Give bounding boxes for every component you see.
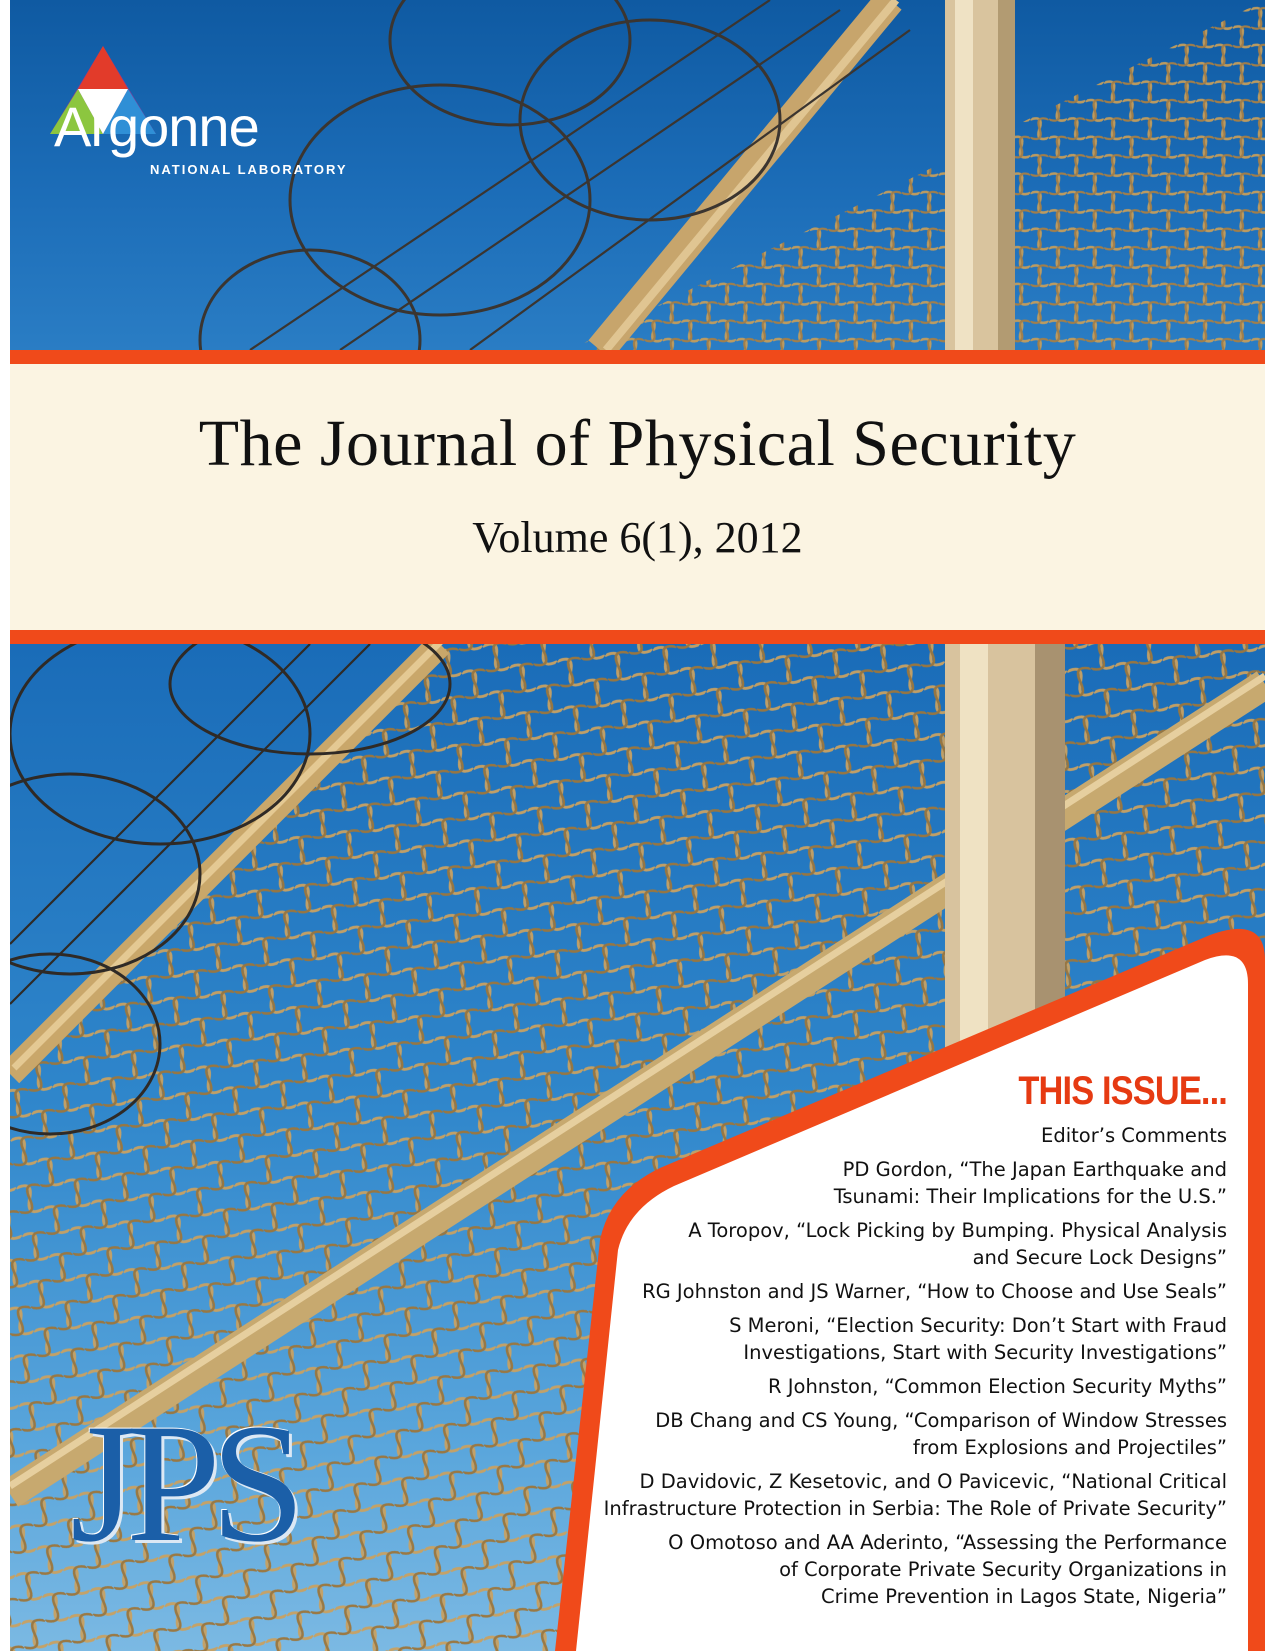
issue-item <box>587 1278 1227 1305</box>
issue-item-line: S Meroni, “Election Security: Don’t Start with Fraud <box>729 1314 1227 1337</box>
journal-cover <box>10 0 1265 1651</box>
issue-item-line: Crime Prevention in Lagos State, Nigeria” <box>820 1585 1227 1608</box>
issue-item-line: Editor’s Comments <box>1041 1124 1227 1147</box>
issue-item-line: Infrastructure Protection in Serbia: The Role of Private Security” <box>603 1497 1227 1520</box>
issue-item-line: DB Chang and CS Young, “Comparison of Window Stresses <box>655 1409 1227 1432</box>
issue-item-line: O Omotoso and AA Aderinto, “Assessing the Performance <box>668 1531 1227 1554</box>
issue-item-line: of Corporate Private Security Organizations in <box>779 1558 1227 1581</box>
issue-item-line: A Toropov, “Lock Picking by Bumping. Physical Analysis <box>688 1219 1227 1242</box>
issue-item-line: PD Gordon, “The Japan Earthquake and <box>842 1158 1227 1181</box>
issue-heading: THIS ISSUE... <box>1018 1069 1227 1113</box>
issue-item-line: and Secure Lock Designs” <box>972 1246 1227 1269</box>
issue-item-line: Investigations, Start with Security Investigations” <box>743 1341 1227 1364</box>
issue-contents <box>587 1068 1227 1617</box>
issue-item <box>587 1407 1227 1461</box>
issue-item-line: D Davidovic, Z Kesetovic, and O Pavicevic, “National Critical <box>639 1470 1227 1493</box>
issue-item-line: from Explosions and Projectiles” <box>912 1436 1227 1459</box>
issue-item <box>587 1312 1227 1366</box>
issue-item <box>587 1373 1227 1400</box>
issue-item-line: R Johnston, “Common Election Security Myths” <box>768 1375 1227 1398</box>
issue-item <box>587 1529 1227 1610</box>
issue-item <box>587 1468 1227 1522</box>
issue-item <box>587 1122 1227 1149</box>
journal-title: The Journal of Physical Security <box>198 407 1077 480</box>
journal-volume: Volume 6(1), 2012 <box>472 513 803 562</box>
issue-item <box>587 1156 1227 1210</box>
issue-item <box>587 1217 1227 1271</box>
jps-logo-mark: JPS <box>70 1389 296 1577</box>
logo-subtitle: NATIONAL LABORATORY <box>150 162 348 177</box>
issue-item-line: RG Johnston and JS Warner, “How to Choose and Use Seals” <box>642 1280 1227 1303</box>
issue-item-line: Tsunami: Their Implications for the U.S.” <box>833 1185 1227 1208</box>
logo-wordmark: Argonne <box>54 95 259 158</box>
